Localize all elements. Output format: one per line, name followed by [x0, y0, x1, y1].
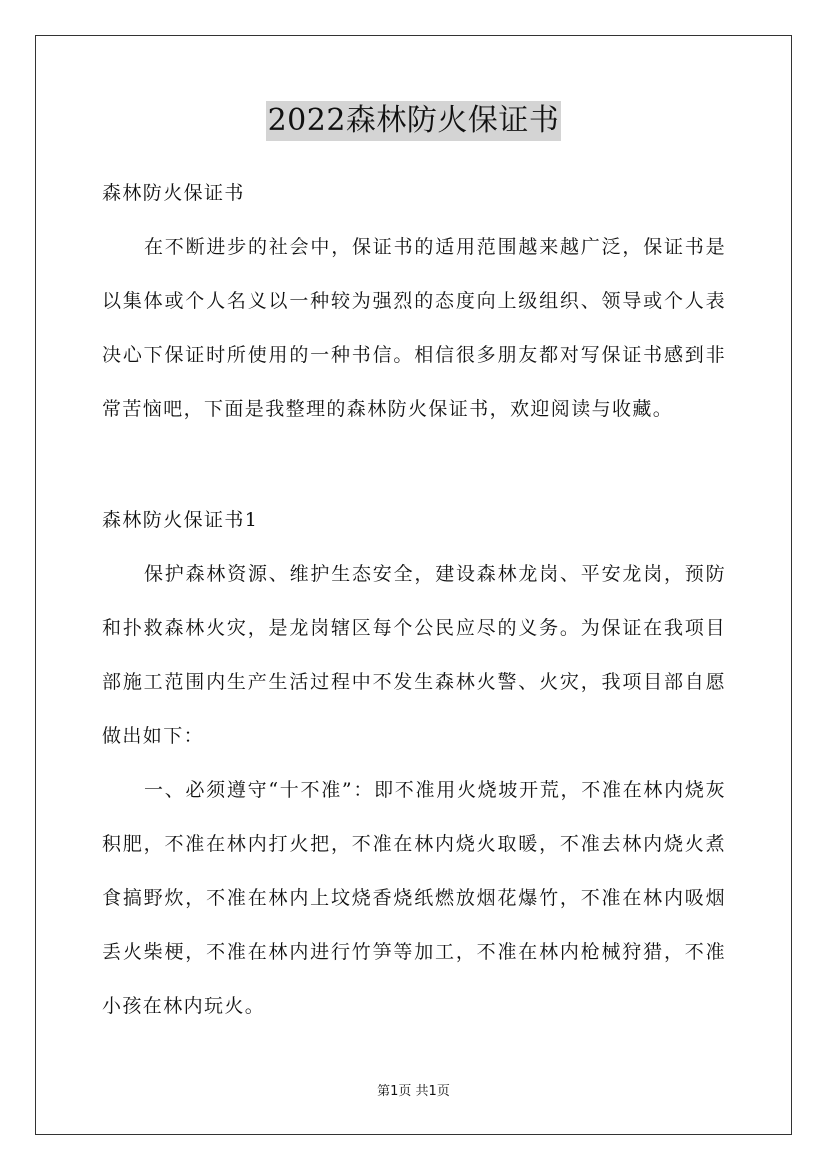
body-paragraph-1: 保护森林资源、维护生态安全，建设森林龙岗、平安龙岗，预防和扑救森林火灾，是龙岗辖区每个公民应尽的义务。为保证在我项目部施工范围内生产生活过程中不发生森林火警、火灾，我项目部自愿做出如下：	[102, 563, 726, 747]
body-paragraph-2: 一、必须遵守“十不准”：即不准用火烧坡开荒，不准在林内烧灰积肥，不准在林内打火把，不准在林内烧火取暖，不准去林内烧火煮食搞野炊，不准在林内上坟烧香烧纸燃放烟花爆竹，不准在林内吸烟丢火柴梗，不准在林内进行竹笋等加工，不准在林内枪械狩猎，不准小孩在林内玩火。	[102, 779, 726, 1017]
intro-paragraph: 在不断进步的社会中，保证书的适用范围越来越广泛，保证书是以集体或个人名义以一种较为强烈的态度向上级组织、领导或个人表决心下保证时所使用的一种书信。相信很多朋友都对写保证书感到非常苦恼吧，下面是我整理的森林防火保证书，欢迎阅读与收藏。	[102, 236, 726, 420]
page-footer: 第1页 共1页	[377, 1084, 450, 1099]
document-title: 2022森林防火保证书	[266, 101, 562, 141]
subtitle: 森林防火保证书	[102, 182, 245, 204]
title-container	[0, 101, 827, 141]
section-heading: 森林防火保证书1	[102, 509, 259, 531]
